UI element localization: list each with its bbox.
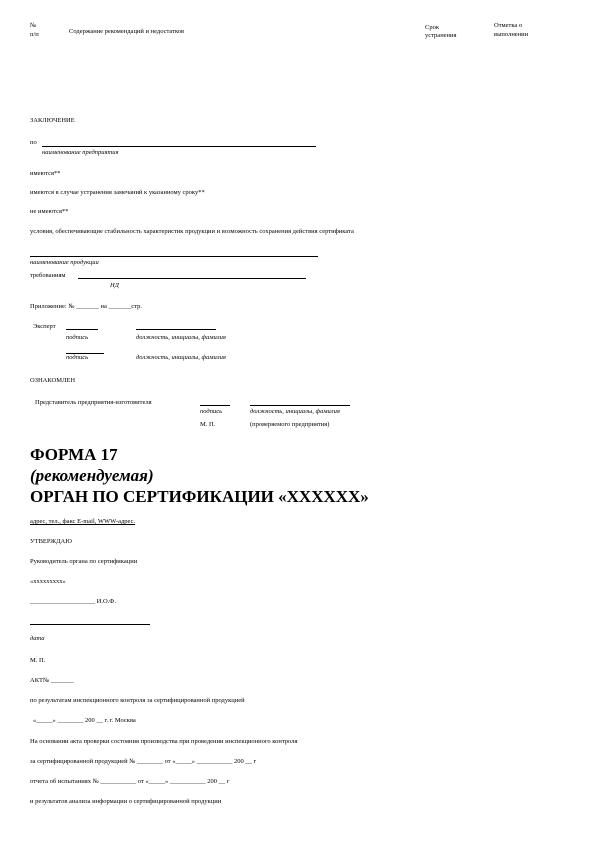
expert-label: Эксперт: [33, 323, 56, 330]
col-mark-label-1: Отметка о: [494, 22, 523, 29]
representative-signature-line: [200, 405, 230, 406]
col-mark-label-2: выполнении: [494, 31, 529, 38]
checked-enterprise-caption: (проверяемого предприятия): [250, 421, 330, 428]
conclusion-line-2: имеются в случае устранения замечаний к указанному сроку**: [30, 189, 205, 196]
product-caption: наименование продукции: [30, 259, 99, 266]
conclusion-on: по: [30, 139, 37, 146]
organ-title: ОРГАН ПО СЕРТИФИКАЦИИ «ХХХХХХ»: [30, 487, 369, 506]
position-caption-3: должность, инициалы, фамилия: [250, 408, 340, 415]
representative-position-line: [250, 405, 350, 406]
position-caption-1: должность, инициалы, фамилия: [136, 334, 226, 341]
requirements-label: требованиям: [30, 272, 66, 279]
basis-line-4: и результатов анализа информации о сертифицированной продукции: [30, 798, 222, 805]
form-subtitle: (рекомендуемая): [30, 466, 154, 485]
act-description: по результатам инспекционного контроля за сертифицированной продукцией: [30, 697, 245, 704]
act-label: АКТ№ _______: [30, 677, 74, 684]
form-title: ФОРМА 17: [30, 445, 118, 464]
basis-line-3: отчета об испытаниях № ___________ от «_____» ___________ 200 __ г: [30, 778, 230, 785]
enterprise-line: [42, 146, 316, 147]
col-content-label: Содержание рекомендаций и недостатков: [69, 28, 185, 35]
conclusion-title: ЗАКЛЮЧЕНИЕ: [30, 117, 75, 124]
date-line: [30, 624, 150, 625]
signature-caption-1: подпись: [66, 334, 89, 341]
organ-address: адрес, тел., факс E-mail, WWW-адрес.: [30, 518, 136, 525]
mp-label-1: М. П.: [200, 421, 216, 428]
enterprise-caption: наименование предприятия: [42, 149, 119, 156]
date-caption: дата: [30, 635, 45, 642]
mp-label-2: М. П.: [30, 657, 46, 664]
head-label: Руководитель органа по сертификации: [30, 558, 138, 565]
signature-caption-2: подпись: [66, 354, 89, 361]
fio-line: ____________________ И.О.Ф.: [30, 598, 117, 605]
representative-label: Представитель предприятия-изготовителя: [35, 399, 152, 406]
conclusion-line-3: не имеются**: [30, 208, 69, 215]
col-term-label-2: устранения: [425, 32, 457, 39]
name-quotes: «ххххххххх»: [30, 578, 66, 585]
approve-label: УТВЕРЖДАЮ: [30, 538, 72, 545]
product-line: [30, 256, 318, 257]
signature-caption-3: подпись: [200, 408, 223, 415]
basis-line-2: за сертифицированной продукцией № ________ от «_____» ___________ 200 __ г: [30, 758, 257, 765]
requirements-line: [78, 278, 306, 279]
position-caption-2: должность, инициалы, фамилия: [136, 354, 226, 361]
act-date: «_____» ________ 200 __ г. г. Москва: [33, 717, 136, 724]
familiarized-label: ОЗНАКОМЛЕН: [30, 377, 76, 384]
col-num-label-1: №: [30, 22, 37, 29]
col-term-label-1: Срок: [425, 24, 439, 31]
appendix-line: Приложение: № _______ на _______стр.: [30, 303, 142, 310]
col-num-label-2: п/п: [30, 31, 39, 38]
basis-line-1: На основании акта проверки состояния производства при проведении инспекционного контроля: [30, 738, 298, 745]
expert-position-line: [136, 329, 216, 330]
nd-caption: НД: [110, 282, 119, 289]
expert-signature-line: [66, 329, 98, 330]
conclusion-line-1: имеются**: [30, 170, 61, 177]
conclusion-line-4: условия, обеспечивающие стабильность характеристик продукции и возможность сохранения действия сертификата: [30, 228, 354, 235]
